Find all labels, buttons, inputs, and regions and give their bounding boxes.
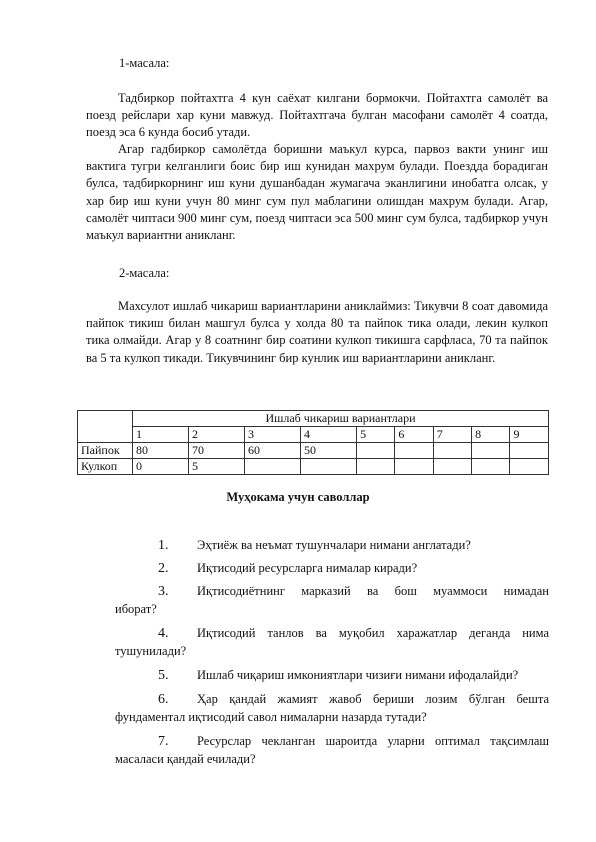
problem2-heading: 2-масала: bbox=[119, 266, 170, 280]
table-cell bbox=[395, 459, 433, 475]
table-cell: 70 bbox=[189, 443, 245, 459]
table-corner-cell bbox=[78, 411, 133, 443]
question-item bbox=[115, 625, 549, 661]
table-title-row bbox=[78, 411, 549, 427]
production-options-table bbox=[77, 410, 549, 475]
question-text: Иқтисодий ресурсларга нималар киради? bbox=[197, 561, 418, 575]
question-item bbox=[119, 537, 549, 555]
question-number: 2. bbox=[158, 561, 169, 576]
column-header: 7 bbox=[433, 427, 471, 443]
table-cell: 0 bbox=[133, 459, 189, 475]
problem1-paragraph-2: Агар гадбиркор самолётда боришни маъкул курса, парвоз вакти унинг иш вактига тугри келганлиги боис бир иш кунидан махрум булади. Поездда борадиган булса, тадбиркорнинг иш куни душанбадан жумагача эканлигини инобатга олсак, у хар бир иш куни учун 80 минг сум пул маблагини олишдан махрум булади. Агар, самолёт чиптаси 900 минг сум, поезд чиптаси эса 500 минг сум булса, тадбиркор учун маъкул вариантни аникланг. bbox=[86, 142, 548, 243]
question-text-continuation: фундаментал иқтисодий савол нималарни назарда тутади? bbox=[115, 709, 427, 724]
table-cell bbox=[510, 459, 549, 475]
row-label: Кулкоп bbox=[78, 459, 133, 475]
table-cell bbox=[357, 443, 395, 459]
question-text: Ҳар қандай жамият жавоб бериши лозим бўлган бешта bbox=[197, 692, 549, 706]
column-header: 5 bbox=[357, 427, 395, 443]
table-header-row bbox=[78, 427, 549, 443]
question-number: 7. bbox=[158, 734, 169, 749]
table-cell bbox=[472, 443, 510, 459]
column-header: 3 bbox=[245, 427, 301, 443]
table-cell: 50 bbox=[301, 443, 357, 459]
table-cell bbox=[472, 459, 510, 475]
question-item bbox=[115, 583, 549, 619]
column-header: 8 bbox=[472, 427, 510, 443]
table-cell: 5 bbox=[189, 459, 245, 475]
discussion-title: Муҳокама учун саволлар bbox=[226, 490, 370, 504]
table-cell bbox=[433, 443, 471, 459]
table-cell: 60 bbox=[245, 443, 301, 459]
question-text: Ресурслар чекланган шароитда уларни оптимал тақсимлаш bbox=[197, 734, 549, 748]
question-text: Иқтисодиётнинг марказий ва бош муаммоси нимадан bbox=[197, 584, 549, 598]
question-text-continuation: иборат? bbox=[115, 601, 157, 616]
column-header: 9 bbox=[510, 427, 549, 443]
question-item bbox=[119, 560, 549, 578]
column-header: 6 bbox=[395, 427, 433, 443]
problem1-paragraph-1: Тадбиркор пойтахтга 4 кун саёхат килгани бормокчи. Пойтахтга самолёт ва поезд рейслари хар куни мавжуд. Пойтахтгача булган масофани самолёт 4 соатда, поезд эса 6 кунда босиб утади. bbox=[86, 91, 548, 140]
column-header: 1 bbox=[133, 427, 189, 443]
question-item bbox=[115, 691, 549, 727]
question-text: Эҳтиёж ва неъмат тушунчалари нимани англатади? bbox=[197, 538, 471, 552]
table-cell bbox=[357, 459, 395, 475]
column-header: 2 bbox=[189, 427, 245, 443]
column-header: 4 bbox=[301, 427, 357, 443]
problem1-heading: 1-масала: bbox=[119, 56, 170, 70]
question-item bbox=[119, 667, 549, 685]
table-title: Ишлаб чикариш вариантлари bbox=[133, 411, 549, 427]
table-cell bbox=[395, 443, 433, 459]
row-label: Пайпок bbox=[78, 443, 133, 459]
question-number: 4. bbox=[158, 626, 169, 641]
question-text-continuation: масаласи қандай ечилади? bbox=[115, 751, 256, 766]
problem2-paragraph: Махсулот ишлаб чикариш вариантларини аниклаймиз: Тикувчи 8 соат давомида пайпок тикиш билан машгул булса у холда 80 та пайпок тика олади, лекин кулкоп тика олмайди. Агар у 8 соатнинг бир соатини кулкоп тикишга сарфласа, 70 та пайпок ва 5 та кулкоп тикади. Тикувчининг бир кунлик иш вариантларини аникланг. bbox=[86, 299, 548, 365]
table-cell bbox=[510, 443, 549, 459]
table-cell bbox=[301, 459, 357, 475]
question-item bbox=[115, 733, 549, 769]
table-row bbox=[78, 443, 549, 459]
table-cell: 80 bbox=[133, 443, 189, 459]
table-row bbox=[78, 459, 549, 475]
question-text: Иқтисодий танлов ва муқобил харажатлар деганда нима bbox=[197, 626, 549, 640]
table-cell bbox=[245, 459, 301, 475]
question-text: Ишлаб чиқариш имкониятлари чизиғи нимани ифодалайди? bbox=[197, 668, 519, 682]
question-number: 5. bbox=[158, 668, 169, 683]
question-text-continuation: тушунилади? bbox=[115, 643, 187, 658]
table-cell bbox=[433, 459, 471, 475]
question-number: 3. bbox=[158, 584, 169, 599]
question-number: 6. bbox=[158, 692, 169, 707]
question-number: 1. bbox=[158, 538, 169, 553]
